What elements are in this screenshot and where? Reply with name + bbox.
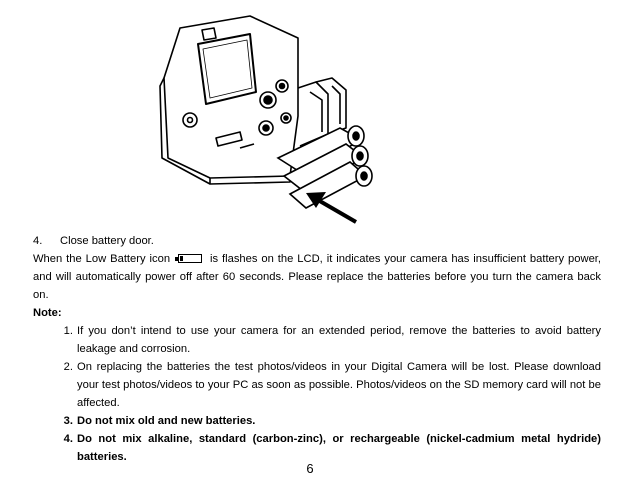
- step-text: Close battery door.: [60, 235, 154, 247]
- body-text: [33, 232, 601, 466]
- note-item-number: 1.: [63, 325, 73, 337]
- step-4: [33, 232, 601, 250]
- note-list: [33, 322, 601, 466]
- low-battery-paragraph: [33, 250, 601, 304]
- step-number: 4.: [33, 235, 43, 247]
- note-item-number: 2.: [63, 361, 73, 373]
- note-item-2: [33, 358, 601, 412]
- note-item-text: If you don’t intend to use your camera for an extended period, remove the batteries to avoid battery leakage and corrosion.: [77, 325, 601, 355]
- note-item-text: Do not mix alkaline, standard (carbon-zinc), or rechargeable (nickel-cadmium metal hydride) batteries.: [77, 433, 601, 463]
- note-item-number: 3.: [63, 415, 73, 427]
- note-item-text: Do not mix old and new batteries.: [77, 415, 256, 427]
- note-title: Note:: [33, 307, 62, 319]
- note-item-1: [33, 322, 601, 358]
- page-number: 6: [306, 461, 314, 476]
- note-item-3: [33, 412, 601, 430]
- low-battery-icon: [178, 254, 202, 263]
- note-item-number: 4.: [63, 433, 73, 445]
- paragraph-text-after-icon: is flashes on the LCD, it indicates your camera has insufficient battery power, and will automatically power off after 60 seconds. Please replace the batteries before you turn the camera back on.: [33, 253, 602, 301]
- paragraph-text-before-icon: When the Low Battery icon: [33, 253, 171, 265]
- note-item-text: On replacing the batteries the test photos/videos in your Digital Camera will be lost. Please download your test photos/videos to your PC as soon as possible. Photos/videos on the SD memory card will not be affected.: [77, 361, 601, 409]
- camera-battery-illustration: [150, 8, 400, 230]
